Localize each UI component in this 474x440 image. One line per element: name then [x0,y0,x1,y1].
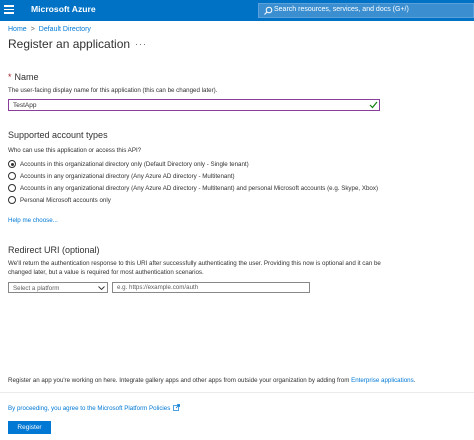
help-me-choose-link[interactable]: Help me choose... [8,217,58,224]
account-type-option-single-tenant[interactable] [8,159,249,169]
platform-select-value: Select a platform [13,284,60,292]
search-icon [263,6,273,16]
checkmark-icon [369,101,378,109]
redirect-uri-heading: Redirect URI (optional) [8,245,100,255]
radio-button[interactable] [8,160,16,168]
search-placeholder: Search resources, services, and docs (G+/) [274,6,409,13]
radio-button[interactable] [8,172,16,180]
menu-icon[interactable] [4,5,14,15]
platform-select[interactable] [8,282,108,293]
top-bar [0,0,474,21]
chevron-down-icon [98,285,105,291]
redirect-uri-description-line2: changed later, but a value is required for most authentication scenarios. [8,269,204,276]
breadcrumb-default-directory[interactable]: Default Directory [38,26,91,33]
redirect-uri-input[interactable] [112,282,310,293]
radio-button[interactable] [8,196,16,204]
name-heading [8,72,39,82]
enterprise-applications-link[interactable]: Enterprise applications [351,377,414,384]
footer-divider [0,392,474,393]
global-search[interactable] [258,3,474,18]
more-options-icon[interactable]: ··· [135,39,147,49]
breadcrumb [8,26,91,33]
name-input[interactable] [8,99,380,111]
account-type-option-multitenant-personal[interactable] [8,183,378,193]
account-type-label: Accounts in any organizational directory (Any Azure AD directory - Multitenant) and personal Microsoft accounts (e.g. Skype, Xbox) [20,184,379,192]
breadcrumb-separator-icon: > [30,26,35,33]
footer-note-text: Register an app you're working on here. Integrate gallery apps and other apps from outside your organization by adding from [8,377,350,384]
breadcrumb-home[interactable]: Home [8,26,27,33]
account-type-label: Personal Microsoft accounts only [20,196,111,204]
account-types-heading: Supported account types [8,130,108,140]
account-type-option-personal[interactable] [8,195,111,205]
portal-brand[interactable]: Microsoft Azure [31,4,96,14]
register-button[interactable]: Register [8,421,51,434]
page-title: Register an application [8,37,131,51]
footer-note [8,377,415,384]
required-indicator: * [8,72,12,82]
footer-note-end: . [413,377,416,384]
radio-button[interactable] [8,184,16,192]
account-type-label: Accounts in this organizational directory only (Default Directory only - Single tenant) [20,160,249,168]
name-description: The user-facing display name for this application (this can be changed later). [8,87,218,94]
name-heading-label: Name [14,72,39,82]
account-type-label: Accounts in any organizational directory (Any Azure AD directory - Multitenant) [20,172,235,180]
account-types-question: Who can use this application or access this API? [8,147,142,154]
redirect-uri-description-line1: We'll return the authentication response to this URI after successfully authenticating the user. Providing this now is optional and it can be [8,260,381,267]
platform-policies-text: By proceeding, you agree to the Microsoft Platform Policies [8,405,171,412]
platform-policies-link[interactable] [8,404,180,412]
account-type-option-multitenant[interactable] [8,171,235,181]
external-link-icon [173,404,180,411]
